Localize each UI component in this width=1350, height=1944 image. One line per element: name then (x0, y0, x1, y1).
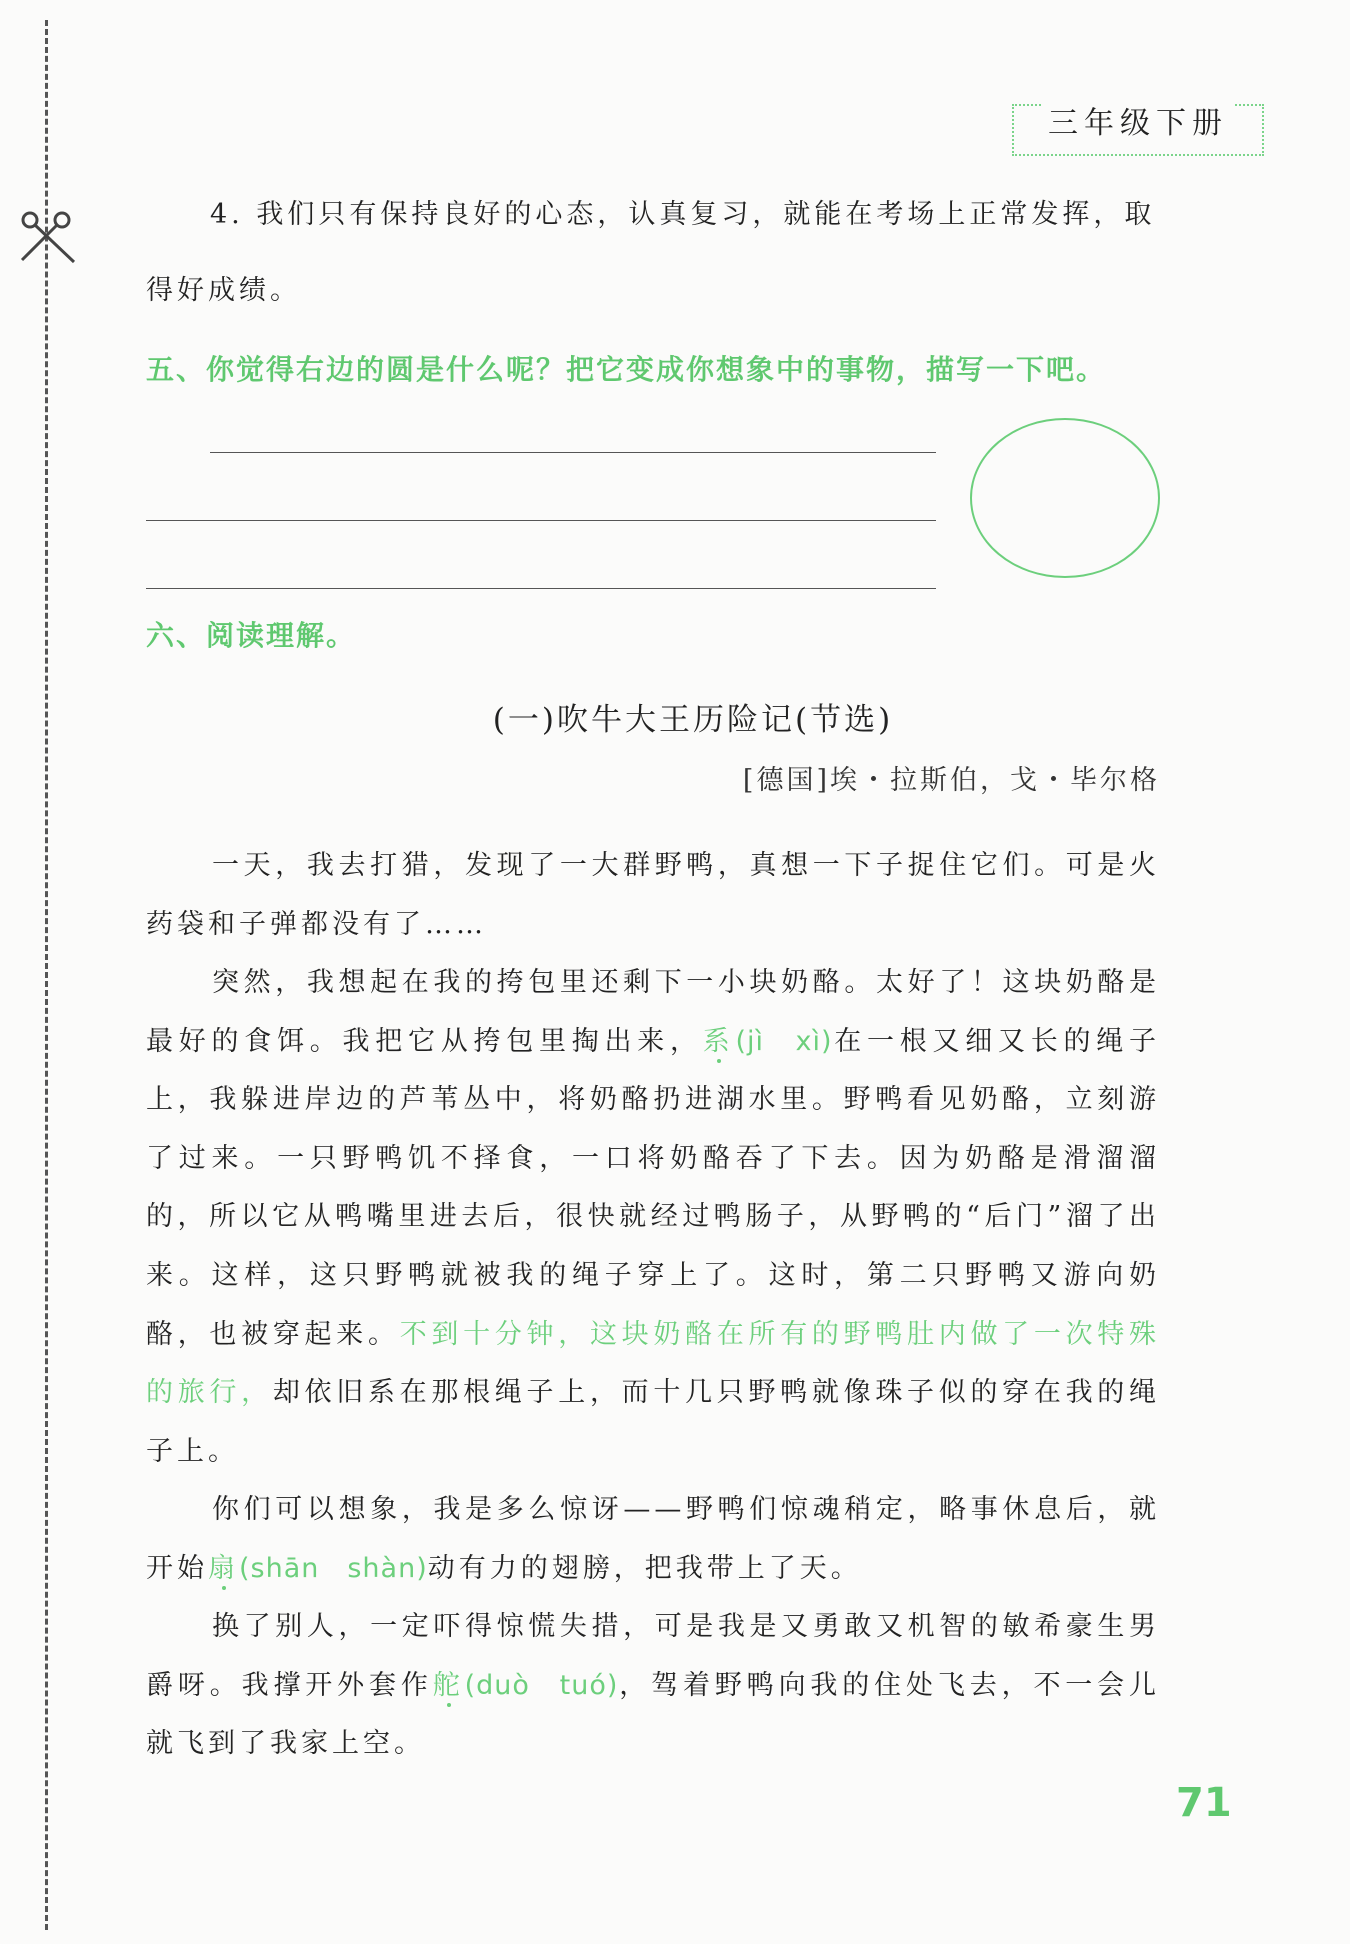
p4-text-a: 换了别人，一定吓得惊慌失措，可是我是又勇敢又机智的敏希豪生男爵呀。我撑开外套作 (146, 1611, 1160, 1701)
q4-line2: 得好成绩。 (146, 275, 301, 306)
p3-annotated-char: 扇 (208, 1552, 239, 1584)
passage-author: [德国]埃・拉斯伯，戈・毕尔格 (742, 765, 1160, 796)
q4-line1: 4. 我们只有保持良好的心态，认真复习，就能在考场上正常发挥，取 (210, 199, 1156, 230)
answer-line-3[interactable] (146, 588, 936, 589)
page-number: 71 (1176, 1780, 1232, 1826)
p4-annotated-char: 舵 (432, 1669, 465, 1701)
p3-pinyin: (shān shàn) (239, 1552, 428, 1584)
p2-text-b: 在一根又细又长的绳子上，我躲进岸边的芦苇丛中，将奶酪扔进湖水里。野鸭看见奶酪，立刻游了过来。一只野鸭饥不择食，一口将奶酪吞了下去。因为奶酪是滑溜溜的，所以它从鸭嘴里进去后，很快就经过鸭肠子，从野鸭的“后门”溜了出来。这样，这只野鸭就被我的绳子穿上了。这时，第二只野鸭又游向奶酪，也被穿起来。 (146, 1025, 1160, 1350)
section5-title: 五、你觉得右边的圆是什么呢？把它变成你想象中的事物，描写一下吧。 (146, 353, 1107, 386)
paragraph-3 (146, 1481, 1160, 1598)
p2-text-a: 突然，我想起在我的挎包里还剩下一小块奶酪。太好了！这块奶酪是最好的食饵。我把它从挎包里掏出来， (146, 967, 1160, 1057)
p2-highlight: 不到十分钟，这块奶酪在所有的野鸭肚内做了一次特殊的旅行， (146, 1318, 1161, 1409)
p3-text-b: 动有力的翅膀，把我带上了天。 (427, 1552, 862, 1584)
answer-line-1[interactable] (210, 452, 936, 453)
paragraph-1: 一天，我去打猎，发现了一大群野鸭，真想一下子捉住它们。可是火药袋和子弹都没有了…… (146, 850, 1160, 940)
p2-pinyin: (jì xì) (735, 1025, 833, 1057)
p2-text-c: 却依旧系在那根绳子上，而十几只野鸭就像珠子似的穿在我的绳子上。 (146, 1377, 1161, 1467)
section6-title: 六、阅读理解。 (146, 619, 357, 652)
passage-title: (一)吹牛大王历险记(节选) (492, 702, 894, 738)
p3-text-a: 你们可以想象，我是多么惊讶——野鸭们惊魂稍定，略事休息后，就开始 (146, 1494, 1160, 1584)
paragraph-2 (146, 954, 1160, 1481)
p2-annotated-char: 系 (702, 1025, 736, 1057)
paragraph-4 (146, 1598, 1160, 1774)
grade-label (1012, 104, 1264, 156)
drawing-circle (970, 418, 1160, 578)
p4-pinyin: (duò tuó) (464, 1669, 619, 1701)
answer-line-2[interactable] (146, 520, 936, 521)
scissors-icon (18, 210, 78, 266)
grade-label-text: 三年级下册 (1042, 98, 1234, 142)
p4-text-b: ，驾着野鸭向我的住处飞去，不一会儿就飞到了我家上空。 (146, 1669, 1161, 1760)
cut-line (45, 20, 48, 1930)
